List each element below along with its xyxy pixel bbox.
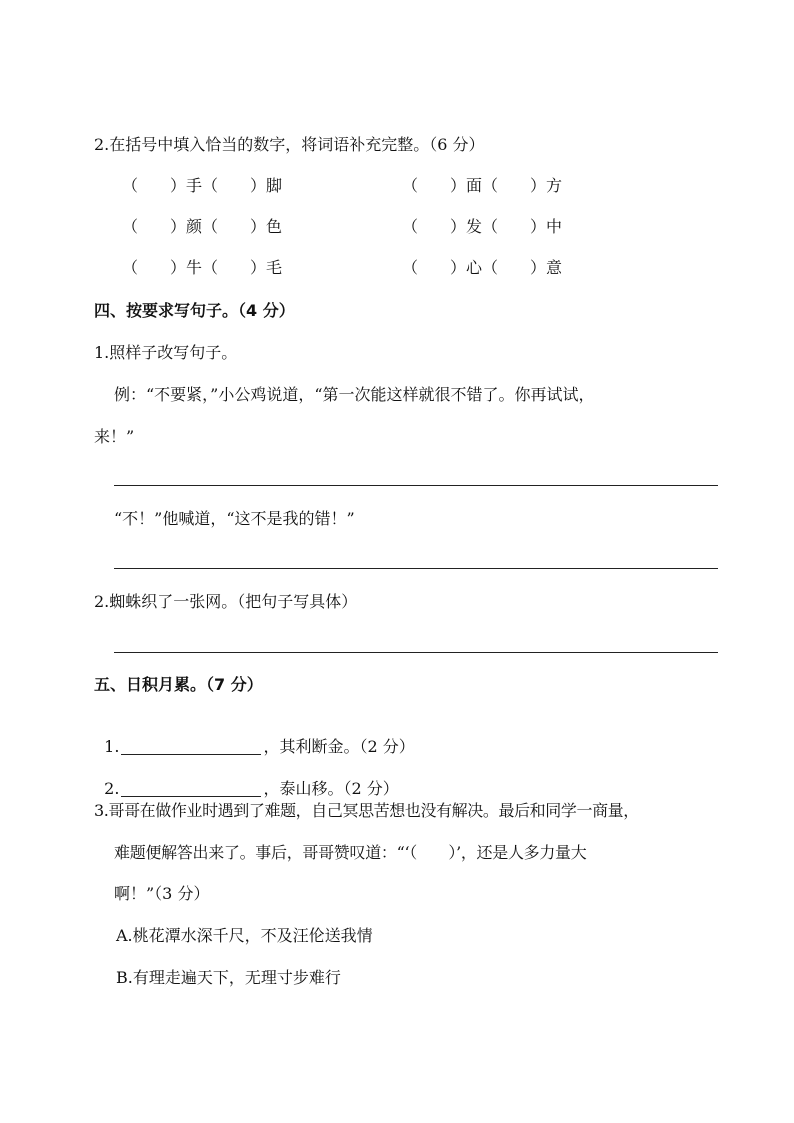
s5-q1 <box>94 717 415 757</box>
s4-q2-title: 2.蜘蛛织了一张网。（把句子写具体） <box>94 592 358 611</box>
s5-q1-suffix: ，其利断金。（2 分） <box>263 737 415 756</box>
q2-item-1-1: （ ）手（ ）脚 <box>122 176 283 195</box>
s5-q1-blank[interactable] <box>121 738 261 755</box>
section-5-heading: 五、日积月累。（7 分） <box>94 675 263 694</box>
s4-example-line-2: 来！” <box>94 427 135 446</box>
q2-item-2-2: （ ）发（ ）中 <box>402 217 563 236</box>
s5-q3-option-b[interactable]: B.有理走遍天下，无理寸步难行 <box>116 968 341 987</box>
s5-q3-line-3: 啊！”（3 分） <box>114 884 210 903</box>
q2-item-2-1: （ ）颜（ ）色 <box>122 217 283 236</box>
q2-title: 2.在括号中填入恰当的数字，将词语补充完整。（6 分） <box>94 135 485 154</box>
answer-line-1[interactable] <box>114 485 718 486</box>
s5-q2-blank[interactable] <box>121 780 261 797</box>
section-4-heading: 四、按要求写句子。（4 分） <box>94 301 295 320</box>
s5-q3-line-2: 难题便解答出来了。事后，哥哥赞叹道：“‘（ ）’，还是人多力量大 <box>114 843 587 862</box>
q2-item-3-1: （ ）牛（ ）毛 <box>122 258 283 277</box>
answer-line-2[interactable] <box>114 568 718 569</box>
s4-example-line-1: 例：“不要紧，”小公鸡说道，“第一次能这样就很不错了。你再试试， <box>114 385 595 404</box>
s5-q3-line-1: 3.哥哥在做作业时遇到了难题，自己冥思苦想也没有解决。最后和同学一商量， <box>94 801 639 820</box>
s5-q3-option-a[interactable]: A.桃花潭水深千尺，不及汪伦送我情 <box>116 926 373 945</box>
s4-sentence-2: “不！”他喊道，“这不是我的错！” <box>114 509 355 528</box>
s5-q2 <box>94 759 399 799</box>
s5-q2-number: 2. <box>104 779 120 798</box>
s5-q1-number: 1. <box>104 737 120 756</box>
s5-q2-suffix: ，泰山移。（2 分） <box>263 779 399 798</box>
s4-q1-title: 1.照样子改写句子。 <box>94 343 238 362</box>
q2-item-3-2: （ ）心（ ）意 <box>402 258 563 277</box>
answer-line-3[interactable] <box>114 652 718 653</box>
q2-item-1-2: （ ）面（ ）方 <box>402 176 563 195</box>
